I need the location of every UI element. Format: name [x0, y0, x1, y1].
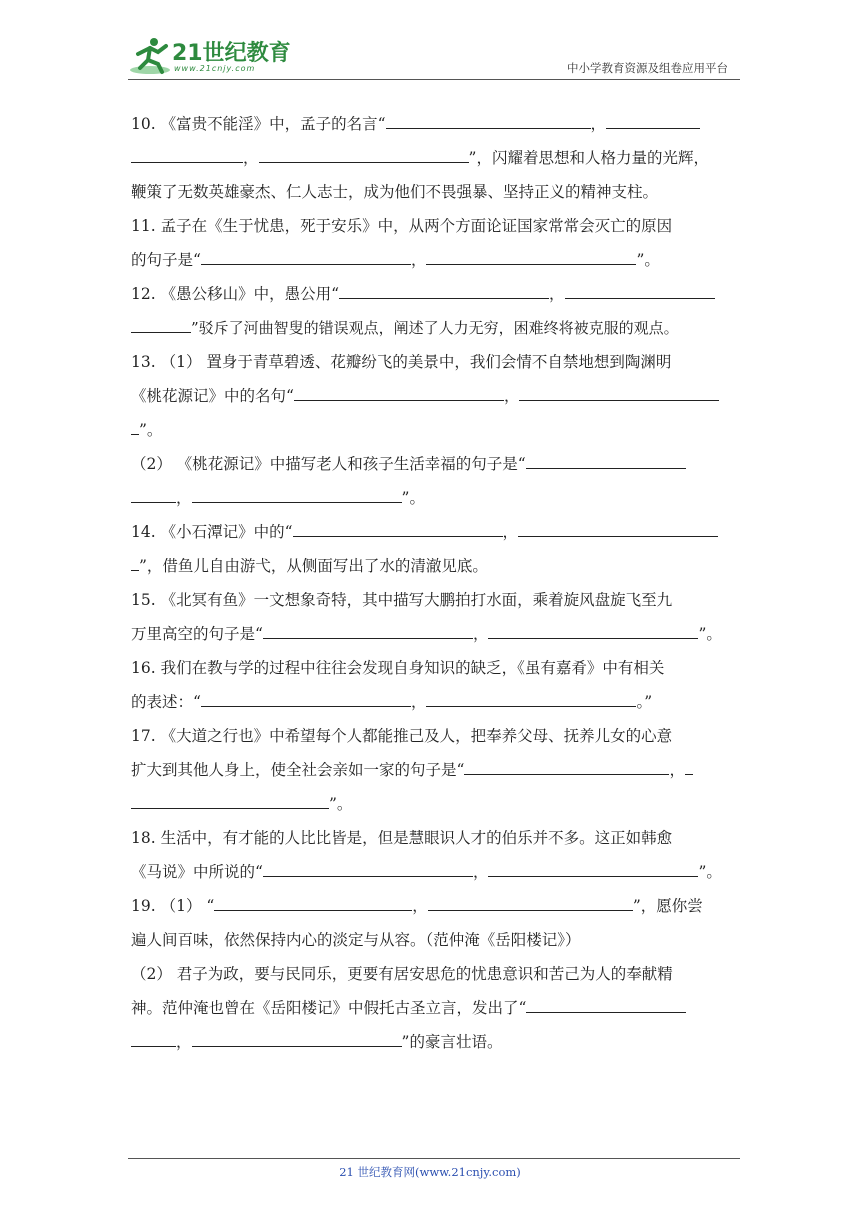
- q12-line-2: [131, 311, 731, 345]
- q15-text: 万里高空的句子是“: [131, 625, 263, 643]
- q12-text: 12. 《愚公移山》中，愚公用“: [131, 285, 340, 303]
- answer-blank[interactable]: [339, 280, 549, 299]
- q10-text: ，: [243, 149, 259, 167]
- q18-text: 《马说》中所说的“: [131, 863, 263, 881]
- header-platform-title: 中小学教育资源及组卷应用平台: [567, 61, 728, 75]
- q17-text: ”。: [329, 795, 353, 813]
- q11-text: 的句子是“: [131, 251, 201, 269]
- answer-blank[interactable]: [131, 790, 329, 809]
- q13-text: （2） 《桃花源记》中描写老人和孩子生活幸福的句子是“: [131, 455, 526, 473]
- q13-text: ，: [176, 489, 192, 507]
- q13-part2-line-2: [131, 481, 731, 515]
- q16-line-1: 16. 我们在教与学的过程中往往会发现自身知识的缺乏，《虽有嘉肴》中有相关: [131, 659, 665, 677]
- q15-line-1: 15. 《北冥有鱼》一文想象奇特，其中描写大鹏拍打水面，乘着旋风盘旋飞至九: [131, 591, 673, 609]
- q13-line-2: [131, 379, 731, 413]
- answer-blank[interactable]: [464, 756, 669, 775]
- answer-blank[interactable]: [386, 110, 591, 129]
- q14-text: ，: [502, 523, 519, 541]
- logo-url: www.21cnjy.com: [174, 64, 256, 73]
- answer-blank[interactable]: [519, 382, 719, 401]
- q11-line-2: [131, 243, 731, 277]
- q16-text: 。”: [636, 693, 653, 711]
- q14-line-2: [131, 549, 731, 583]
- answer-blank[interactable]: [518, 518, 718, 537]
- q12-line-1: [131, 277, 731, 311]
- answer-blank[interactable]: [201, 688, 411, 707]
- q17-line-3: [131, 787, 731, 821]
- answer-blank[interactable]: [488, 620, 698, 639]
- site-logo: [128, 34, 298, 78]
- q10-line-3: 鞭策了无数英雄豪杰、仁人志士，成为他们不畏强暴、坚持正义的精神支柱。: [131, 183, 659, 201]
- footer-divider: [128, 1158, 740, 1159]
- q10-text: 10. 《富贵不能淫》中，孟子的名言“: [131, 115, 386, 133]
- q19-text: 神。范仲淹也曾在《岳阳楼记》中假托古圣立言，发出了“: [131, 999, 527, 1017]
- q19-text: ”的豪言壮语。: [401, 1033, 503, 1051]
- q14-line-1: [131, 515, 731, 549]
- q17-text: 扩大到其他人身上，使全社会亲如一家的句子是“: [131, 761, 465, 779]
- answer-blank[interactable]: [259, 144, 469, 163]
- answer-blank[interactable]: [263, 858, 473, 877]
- answer-blank[interactable]: [131, 552, 139, 571]
- answer-blank[interactable]: [263, 620, 473, 639]
- q19-text: ”，愿你尝: [632, 897, 703, 915]
- q12-text: ”驳斥了河曲智叟的错误观点，阐述了人力无穷，困难终将被克服的观点。: [191, 319, 679, 337]
- answer-blank[interactable]: [426, 246, 636, 265]
- answer-blank[interactable]: [526, 994, 686, 1013]
- q16-text: ，: [410, 693, 427, 711]
- q19-text: ，: [176, 1033, 192, 1051]
- q19-part2-line-2: [131, 991, 731, 1025]
- q19-text: 19. （1） “: [131, 897, 215, 915]
- q13-text: 《桃花源记》中的名句“: [131, 387, 294, 405]
- q11-text: ”。: [636, 251, 660, 269]
- q11-line-1: 11. 孟子在《生于忧患，死于安乐》中，从两个方面论证国家常常会灭亡的原因: [131, 217, 673, 235]
- q17-line-1: 17. 《大道之行也》中希望每个人都能推己及人，把奉养父母、抚养儿女的心意: [131, 727, 673, 745]
- page-header: [128, 30, 738, 80]
- q10-text: ”，闪耀着思想和人格力量的光辉，: [468, 149, 709, 167]
- q19-line-2: 遍人间百味，依然保持内心的淡定与从容。（范仲淹《岳阳楼记》）: [131, 931, 581, 949]
- answer-blank[interactable]: [606, 110, 700, 129]
- page-footer: 21 世纪教育网(www.21cnjy.com): [339, 1165, 521, 1179]
- answer-blank[interactable]: [192, 484, 402, 503]
- q14-text: 14. 《小石潭记》中的“: [131, 523, 293, 541]
- q18-text: ”。: [698, 863, 722, 881]
- answer-blank[interactable]: [214, 892, 412, 911]
- answer-blank[interactable]: [294, 382, 504, 401]
- answer-blank[interactable]: [131, 1028, 176, 1047]
- q11-text: ，: [410, 251, 427, 269]
- q17-line-2: [131, 753, 731, 787]
- q14-text: ”，借鱼儿自由游弋，从侧面写出了水的清澈见底。: [139, 557, 488, 575]
- answer-blank[interactable]: [488, 858, 698, 877]
- q13-text: ”。: [139, 421, 163, 439]
- q18-line-1: 18. 生活中，有才能的人比比皆是，但是慧眼识人才的伯乐并不多。这正如韩愈: [131, 829, 673, 847]
- q19-part2-line-1: （2） 君子为政，要与民同乐，更要有居安思危的忧患意识和苦己为人的奉献精: [131, 965, 673, 983]
- answer-blank[interactable]: [131, 416, 139, 435]
- q13-part2-line-1: [131, 447, 731, 481]
- q15-text: ，: [472, 625, 489, 643]
- q19-text: ，: [412, 897, 428, 915]
- answer-blank[interactable]: [428, 892, 633, 911]
- answer-blank[interactable]: [131, 144, 243, 163]
- answer-blank[interactable]: [526, 450, 686, 469]
- q13-line-1: 13. （1） 置身于青草碧透、花瓣纷飞的美景中，我们会情不自禁地想到陶渊明: [131, 353, 672, 371]
- answer-blank[interactable]: [565, 280, 715, 299]
- q18-line-2: [131, 855, 731, 889]
- q19-part2-line-3: [131, 1025, 731, 1059]
- answer-blank[interactable]: [201, 246, 411, 265]
- question-list: [131, 107, 731, 1059]
- q16-text: 的表述：“: [131, 693, 201, 711]
- answer-blank[interactable]: [685, 756, 693, 775]
- q15-text: ”。: [698, 625, 722, 643]
- q16-line-2: [131, 685, 731, 719]
- q10-line-2: [131, 141, 731, 175]
- answer-blank[interactable]: [131, 314, 191, 333]
- answer-blank[interactable]: [426, 688, 636, 707]
- q15-line-2: [131, 617, 731, 651]
- running-figure-icon: [128, 34, 174, 78]
- q13-text: ”。: [401, 489, 425, 507]
- q12-text: ，: [549, 285, 565, 303]
- logo-text: 21世纪教育: [172, 41, 291, 66]
- q18-text: ，: [472, 863, 489, 881]
- q17-text: ，: [669, 761, 685, 779]
- answer-blank[interactable]: [293, 518, 503, 537]
- q10-line-1: [131, 107, 731, 141]
- answer-blank[interactable]: [192, 1028, 402, 1047]
- q13-text: ，: [503, 387, 520, 405]
- header-divider: [128, 79, 740, 80]
- answer-blank[interactable]: [131, 484, 176, 503]
- q10-text: ，: [590, 115, 607, 133]
- q13-line-3: [131, 413, 731, 447]
- q19-line-1: [131, 889, 731, 923]
